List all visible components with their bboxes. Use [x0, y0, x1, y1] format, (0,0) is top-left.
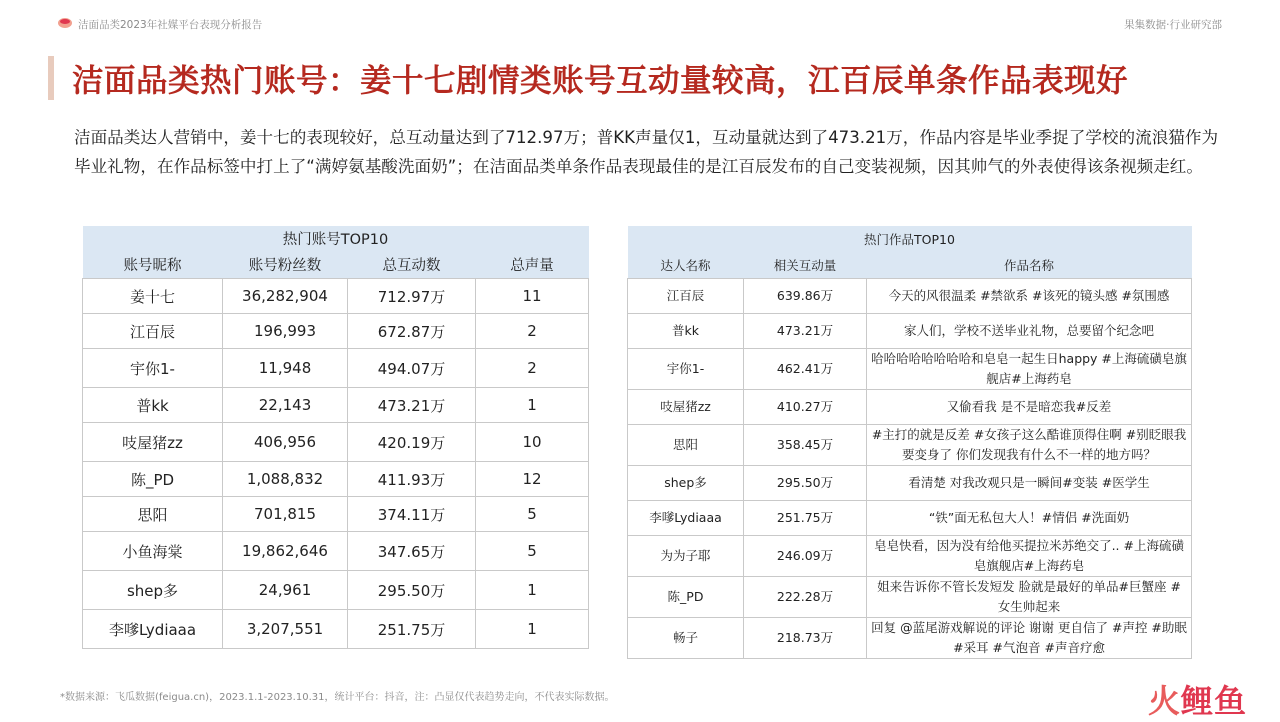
table-row	[83, 314, 589, 349]
work-title: 又偷看我 是不是暗恋我#反差	[867, 390, 1192, 425]
account-volume: 11	[476, 279, 589, 314]
report-title: 洁面品类2023年社媒平台表现分析报告	[78, 19, 263, 31]
account-volume: 5	[476, 497, 589, 532]
account-volume: 10	[476, 423, 589, 462]
account-volume: 1	[476, 610, 589, 649]
account-nickname: 吱屋猪zz	[83, 423, 223, 462]
work-interactions: 462.41万	[744, 349, 867, 390]
work-interactions: 410.27万	[744, 390, 867, 425]
work-creator: 吱屋猪zz	[628, 390, 744, 425]
work-creator: 为为子耶	[628, 536, 744, 577]
table-row	[628, 390, 1192, 425]
account-followers: 196,993	[223, 314, 348, 349]
work-interactions: 358.45万	[744, 425, 867, 466]
account-interactions: 712.97万	[348, 279, 476, 314]
work-title: 哈哈哈哈哈哈哈哈和皂皂一起生日happy #上海硫磺皂旗舰店#上海药皂	[867, 349, 1192, 390]
work-creator: shep多	[628, 466, 744, 501]
account-interactions: 411.93万	[348, 462, 476, 497]
watermark-part2: 鲤鱼	[1181, 682, 1248, 720]
table-row	[628, 466, 1192, 501]
summary-paragraph: 洁面品类达人营销中，姜十七的表现较好，总互动量达到了712.97万；普KK声量仅1，互动量就达到了473.21万，作品内容是毕业季捉了学校的流浪猫作为毕业礼物，在作品标签中打上了“满婷氨基酸洗面奶”；在洁面品类单条作品表现最佳的是江百辰发布的自己变装视频，因其帅气的外表使得该条视频走红。	[74, 128, 1219, 176]
work-creator: 宇你1-	[628, 349, 744, 390]
account-nickname: 思阳	[83, 497, 223, 532]
work-interactions: 222.28万	[744, 577, 867, 618]
work-interactions: 473.21万	[744, 314, 867, 349]
accounts-col-nickname: 账号昵称	[83, 251, 223, 279]
table-row	[628, 425, 1192, 466]
table-row	[83, 497, 589, 532]
accounts-table	[82, 226, 589, 649]
work-interactions: 246.09万	[744, 536, 867, 577]
accounts-col-interactions: 总互动数	[348, 251, 476, 279]
work-title: “铁”面无私包大人！#情侣 #洗面奶	[867, 501, 1192, 536]
account-interactions: 473.21万	[348, 388, 476, 423]
account-followers: 406,956	[223, 423, 348, 462]
work-title: 今天的风很温柔 #禁欲系 #该死的镜头感 #氛围感	[867, 279, 1192, 314]
work-title: 看清楚 对我改观只是一瞬间#变装 #医学生	[867, 466, 1192, 501]
work-creator: 畅子	[628, 618, 744, 659]
watermark-part1: 火	[1148, 682, 1182, 720]
account-nickname: 陈_PD	[83, 462, 223, 497]
account-volume: 2	[476, 349, 589, 388]
work-title: 皂皂快看，因为没有给他买提拉米苏绝交了.. #上海硫磺皂旗舰店#上海药皂	[867, 536, 1192, 577]
table-row	[628, 536, 1192, 577]
account-volume: 5	[476, 532, 589, 571]
account-nickname: 姜十七	[83, 279, 223, 314]
works-table	[627, 226, 1192, 659]
account-followers: 11,948	[223, 349, 348, 388]
work-creator: 思阳	[628, 425, 744, 466]
account-interactions: 672.87万	[348, 314, 476, 349]
works-col-creator: 达人名称	[628, 251, 744, 279]
data-source-footnote: *数据来源：飞瓜数据(feigua.cn)，2023.1.1-2023.10.31，统计平台：抖音，注：凸显仅代表趋势走向，不代表实际数据。	[60, 692, 615, 703]
work-interactions: 295.50万	[744, 466, 867, 501]
table-row	[83, 349, 589, 388]
account-followers: 1,088,832	[223, 462, 348, 497]
account-interactions: 295.50万	[348, 571, 476, 610]
table-row	[83, 532, 589, 571]
page-title: 洁面品类热门账号：姜十七剧情类账号互动量较高，江百辰单条作品表现好	[72, 63, 1129, 99]
work-interactions: 251.75万	[744, 501, 867, 536]
title-accent-bar	[48, 56, 54, 100]
account-followers: 22,143	[223, 388, 348, 423]
work-title: 家人们，学校不送毕业礼物，总要留个纪念吧	[867, 314, 1192, 349]
work-creator: 江百辰	[628, 279, 744, 314]
works-col-title: 作品名称	[867, 251, 1192, 279]
table-row	[83, 423, 589, 462]
account-followers: 24,961	[223, 571, 348, 610]
account-nickname: 江百辰	[83, 314, 223, 349]
account-interactions: 420.19万	[348, 423, 476, 462]
account-followers: 36,282,904	[223, 279, 348, 314]
work-creator: 普kk	[628, 314, 744, 349]
accounts-col-volume: 总声量	[476, 251, 589, 279]
table-row	[83, 279, 589, 314]
works-table-caption: 热门作品TOP10	[628, 226, 1192, 251]
account-nickname: shep多	[83, 571, 223, 610]
table-row	[83, 610, 589, 649]
account-followers: 701,815	[223, 497, 348, 532]
table-row	[628, 279, 1192, 314]
account-volume: 1	[476, 388, 589, 423]
account-volume: 12	[476, 462, 589, 497]
account-nickname: 普kk	[83, 388, 223, 423]
work-title: #主打的就是反差 #女孩子这么酷谁顶得住啊 #别眨眼我要变身了 你们发现我有什么不一样的地方吗？	[867, 425, 1192, 466]
account-interactions: 251.75万	[348, 610, 476, 649]
account-volume: 2	[476, 314, 589, 349]
watermark-logo	[1148, 676, 1247, 722]
work-title: 回复 @蓝尾游戏解说的评论 谢谢 更自信了 #声控 #助眠 #采耳 #气泡音 #声音疗愈	[867, 618, 1192, 659]
report-logo-icon	[58, 18, 72, 28]
work-creator: 李嗲Lydiaaa	[628, 501, 744, 536]
account-nickname: 宇你1-	[83, 349, 223, 388]
table-row	[628, 501, 1192, 536]
table-row	[83, 388, 589, 423]
works-col-interactions: 相关互动量	[744, 251, 867, 279]
work-creator: 陈_PD	[628, 577, 744, 618]
brand-label: 果集数据·行业研究部	[1124, 19, 1222, 31]
account-volume: 1	[476, 571, 589, 610]
account-followers: 3,207,551	[223, 610, 348, 649]
table-row	[83, 462, 589, 497]
table-row	[628, 349, 1192, 390]
work-interactions: 639.86万	[744, 279, 867, 314]
table-row	[628, 577, 1192, 618]
work-interactions: 218.73万	[744, 618, 867, 659]
account-interactions: 494.07万	[348, 349, 476, 388]
account-interactions: 374.11万	[348, 497, 476, 532]
accounts-col-followers: 账号粉丝数	[223, 251, 348, 279]
work-title: 姐来告诉你不管长发短发 脸就是最好的单品#巨蟹座 #女生帅起来	[867, 577, 1192, 618]
account-interactions: 347.65万	[348, 532, 476, 571]
table-row	[628, 618, 1192, 659]
table-row	[628, 314, 1192, 349]
accounts-table-caption: 热门账号TOP10	[83, 226, 589, 251]
account-followers: 19,862,646	[223, 532, 348, 571]
account-nickname: 李嗲Lydiaaa	[83, 610, 223, 649]
account-nickname: 小鱼海棠	[83, 532, 223, 571]
table-row	[83, 571, 589, 610]
